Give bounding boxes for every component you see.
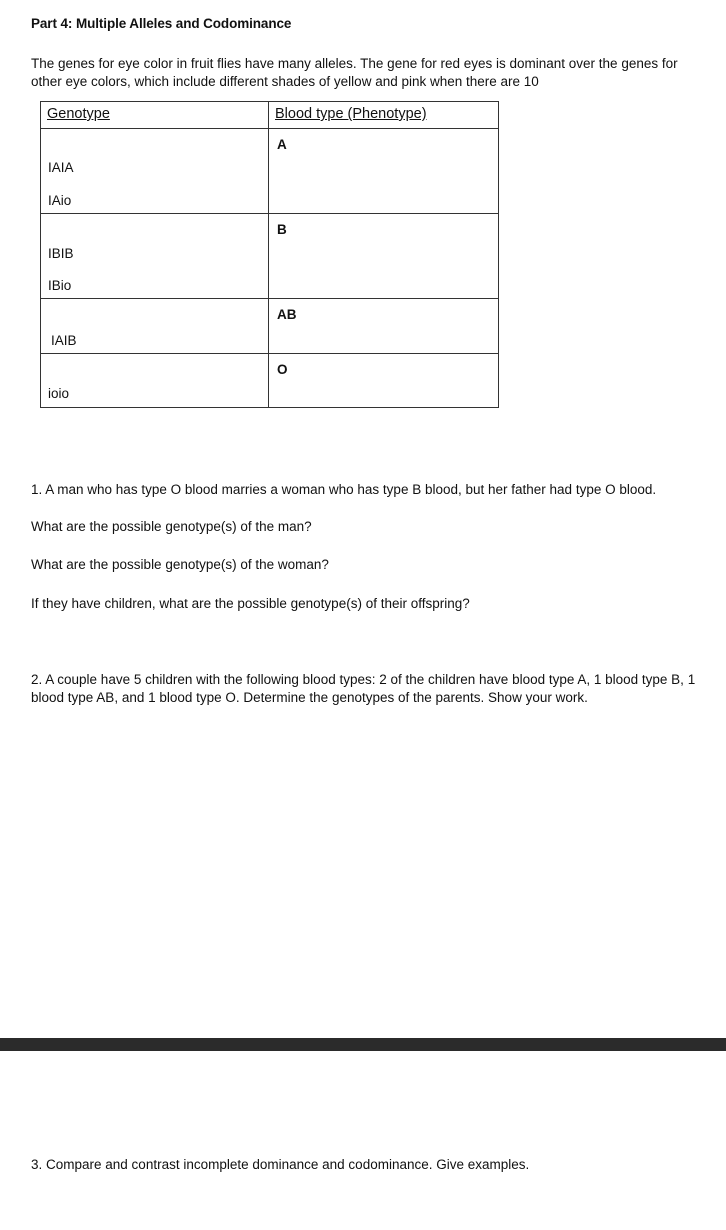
intro-paragraph: The genes for eye color in fruit flies have many alleles. The gene for red eyes is dominant over the genes for other eye colors, which include different shades of yellow and pink when there are 10: [31, 56, 678, 89]
question-2-text: 2. A couple have 5 children with the following blood types: 2 of the children have blood type A, 1 blood type B, 1 blood type AB, and 1 blood type O. Determine the genotypes of the parents. Show your work.: [31, 672, 696, 705]
question-1a: What are the possible genotype(s) of the man?: [31, 519, 312, 534]
table-row: [41, 129, 499, 214]
phenotype-cell: B: [269, 214, 499, 299]
genotype-cell: [41, 299, 269, 354]
question-3-text: 3. Compare and contrast incomplete dominance and codominance. Give examples.: [31, 1157, 530, 1172]
phenotype-cell: A: [269, 129, 499, 214]
section-title: Part 4: Multiple Alleles and Codominance: [31, 16, 292, 31]
genotype-cell: [41, 214, 269, 299]
genotype-value: IAIA: [48, 160, 74, 175]
genotype-cell: [41, 354, 269, 408]
table-row: [41, 299, 499, 354]
genotype-value: IBio: [48, 278, 72, 293]
phenotype-cell: O: [269, 354, 499, 408]
genotype-value: IAio: [48, 193, 72, 208]
genotype-column-header: Genotype: [41, 102, 269, 129]
blood-type-table: [40, 101, 499, 408]
genotype-value: IAIB: [51, 333, 77, 348]
phenotype-cell: AB: [269, 299, 499, 354]
genotype-value: ioio: [48, 386, 70, 401]
genotype-cell: [41, 129, 269, 214]
table-row: [41, 354, 499, 408]
question-1b: What are the possible genotype(s) of the woman?: [31, 557, 329, 572]
question-1c: If they have children, what are the possible genotype(s) of their offspring?: [31, 596, 470, 611]
table-row: [41, 214, 499, 299]
phenotype-column-header: Blood type (Phenotype): [269, 102, 499, 129]
table-header-row: [41, 102, 499, 129]
question-1-text: 1. A man who has type O blood marries a woman who has type B blood, but her father had type O blood.: [31, 482, 657, 497]
genotype-value: IBIB: [48, 246, 74, 261]
page-divider: [0, 1038, 726, 1051]
